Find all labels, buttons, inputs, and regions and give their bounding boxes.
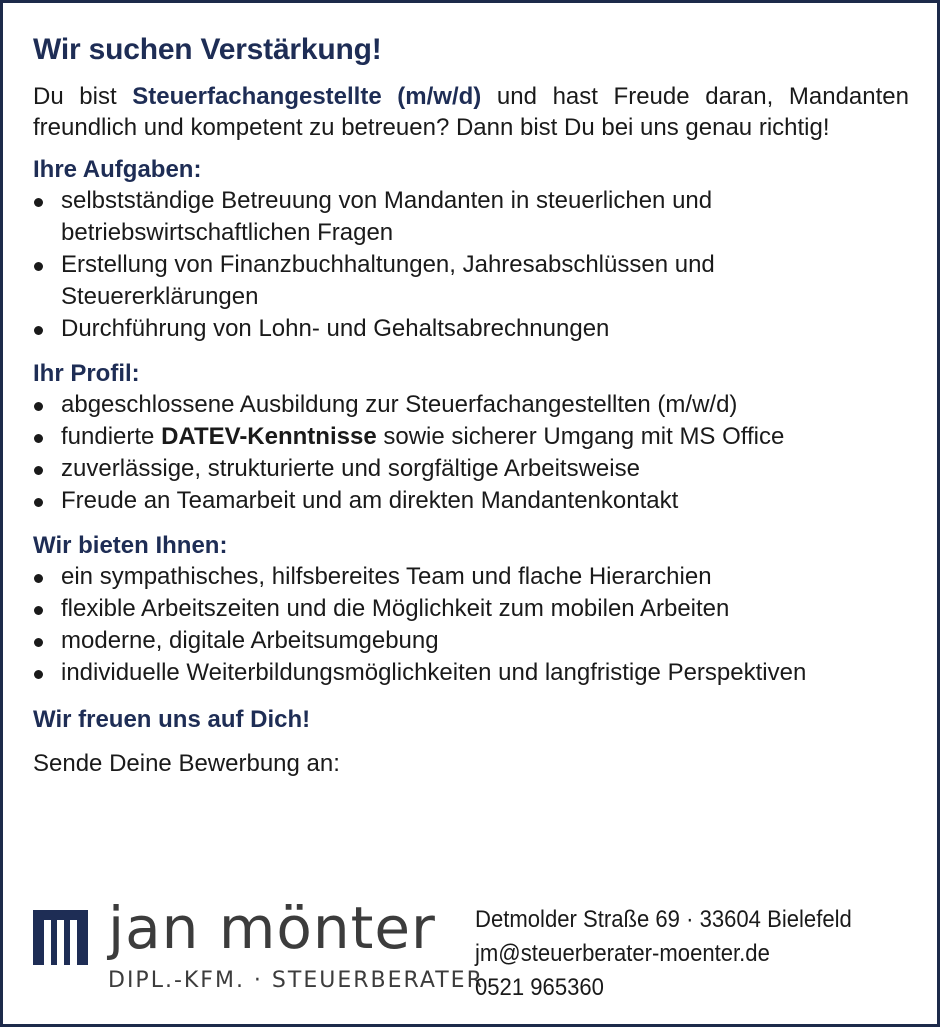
- bullet-icon: [34, 670, 43, 679]
- bullet-icon: [34, 466, 43, 475]
- intro-prefix: Du bist: [33, 83, 133, 110]
- list-item: fundierte DATEV-Kenntnisse sowie sicherer Umgang mit MS Office: [33, 421, 909, 453]
- contact-email[interactable]: jm@steuerberater-moenter.de: [475, 940, 770, 967]
- bullet-icon: [34, 638, 43, 647]
- intro-suffix: und hast Freude daran, Mandanten freundlich und kompetent zu betreuen? Dann bist Du bei uns genau richtig!: [33, 83, 909, 141]
- bullet-icon: [34, 498, 43, 507]
- bullet-icon: [34, 198, 43, 207]
- bullet-icon: [34, 262, 43, 271]
- offer-list: [33, 561, 909, 689]
- intro-text: [33, 81, 909, 143]
- list-item: abgeschlossene Ausbildung zur Steuerfachangestellten (m/w/d): [33, 389, 909, 421]
- cta-text: Wir freuen uns auf Dich!: [33, 706, 311, 733]
- contact-address: Detmolder Straße 69 · 33604 Bielefeld: [475, 906, 852, 933]
- profile-title: Ihr Profil:: [33, 360, 140, 387]
- position-title: Steuerfachangestellte (m/w/d): [132, 83, 482, 110]
- tasks-list: [33, 185, 909, 345]
- tasks-title: Ihre Aufgaben:: [33, 156, 202, 183]
- logo-mark-icon: [33, 910, 88, 965]
- list-item: selbstständige Betreuung von Mandanten in steuerlichen und betriebswirtschaftlichen Fragen: [33, 185, 909, 249]
- list-item: Erstellung von Finanzbuchhaltungen, Jahresabschlüssen und Steuererklärungen: [33, 249, 909, 313]
- bullet-icon: [34, 434, 43, 443]
- list-item: Freude an Teamarbeit und am direkten Mandantenkontakt: [33, 485, 909, 517]
- list-item: flexible Arbeitszeiten und die Möglichkeit zum mobilen Arbeiten: [33, 593, 909, 625]
- bullet-icon: [34, 606, 43, 615]
- logo-name: jan mönter: [108, 894, 436, 962]
- list-item: ein sympathisches, hilfsbereites Team und flache Hierarchien: [33, 561, 909, 593]
- list-item: moderne, digitale Arbeitsumgebung: [33, 625, 909, 657]
- contact-block: [475, 903, 852, 1005]
- list-item: Durchführung von Lohn- und Gehaltsabrechnungen: [33, 313, 909, 345]
- send-label: Sende Deine Bewerbung an:: [33, 750, 340, 777]
- profile-list: [33, 389, 909, 517]
- company-logo: [33, 894, 484, 1000]
- list-item: zuverlässige, strukturierte und sorgfältige Arbeitsweise: [33, 453, 909, 485]
- list-item: individuelle Weiterbildungsmöglichkeiten und langfristige Perspektiven: [33, 657, 909, 689]
- datev-skills: DATEV-Kenntnisse: [161, 423, 377, 450]
- bullet-icon: [34, 574, 43, 583]
- job-ad-content: [33, 32, 909, 779]
- logo-subtitle: DIPL.-KFM. · STEUERBERATER: [108, 968, 484, 993]
- headline: Wir suchen Verstärkung!: [33, 33, 382, 66]
- bullet-icon: [34, 402, 43, 411]
- offer-title: Wir bieten Ihnen:: [33, 532, 228, 559]
- bullet-icon: [34, 326, 43, 335]
- contact-phone[interactable]: 0521 965360: [475, 974, 604, 1001]
